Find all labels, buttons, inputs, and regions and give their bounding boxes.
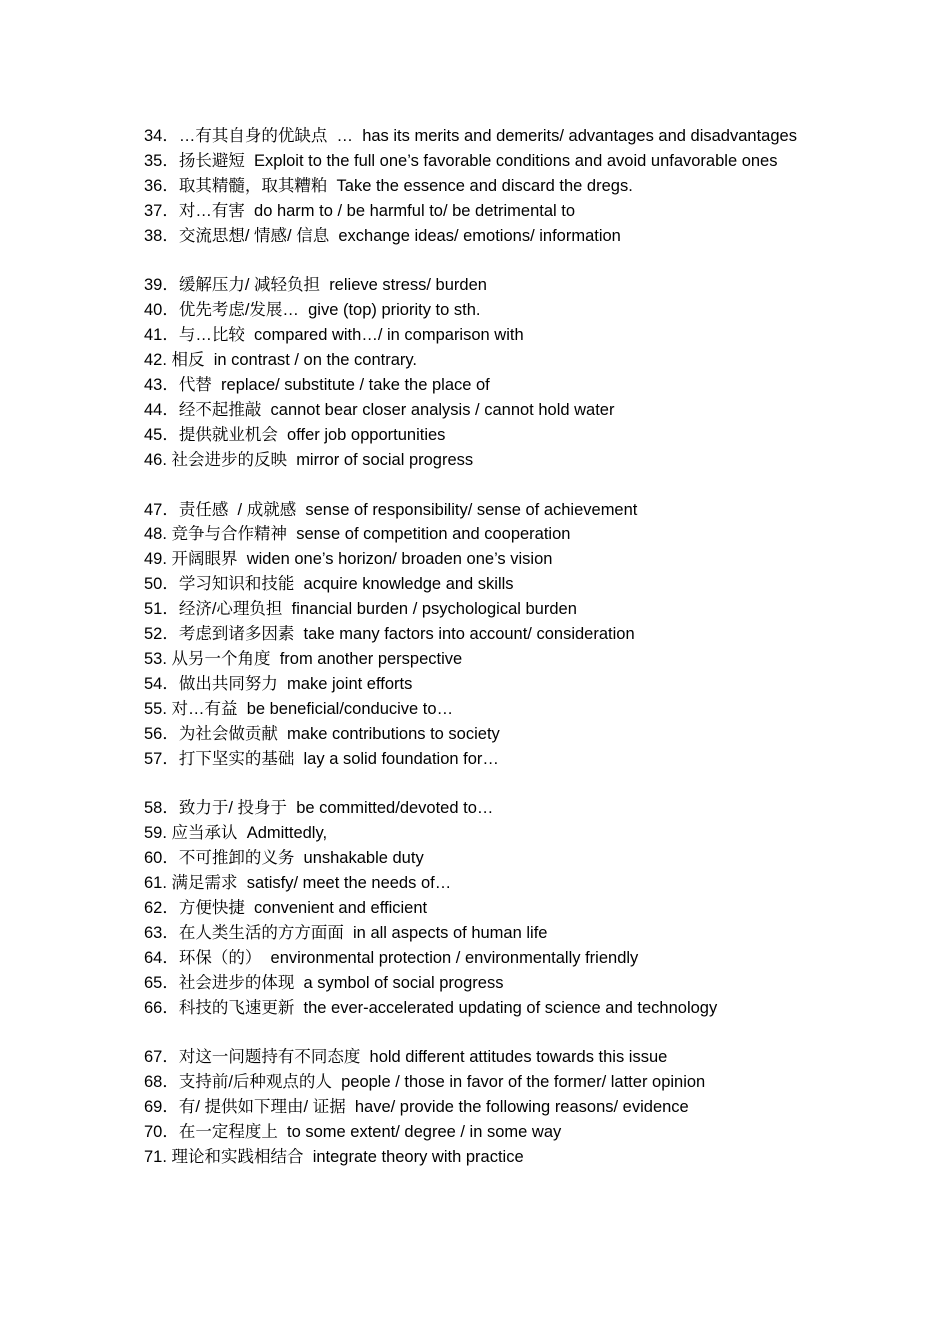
- phrase-line: 34．…有其自身的优缺点 … has its merits and demerits/ advantages and disadvantages: [144, 127, 797, 145]
- phrase-group: [144, 796, 804, 1020]
- phrase-line: 70．在一定程度上 to some extent/ degree / in some way: [144, 1123, 562, 1142]
- phrase-line: 57．打下坚实的基础 lay a solid foundation for…: [144, 749, 499, 768]
- phrase-group: [144, 124, 804, 249]
- phrase-line: 43．代替 replace/ substitute / take the place of: [144, 376, 490, 395]
- phrase-line: 52．考虑到诸多因素 take many factors into account/ consideration: [144, 625, 635, 644]
- phrase-line: 69．有/ 提供如下理由/ 证据 have/ provide the following reasons/ evidence: [144, 1098, 689, 1117]
- phrase-group: [144, 1045, 804, 1170]
- phrase-group: [144, 273, 804, 472]
- phrase-line: 59. 应当承认 Admittedly,: [144, 824, 328, 843]
- phrase-line: 60．不可推卸的义务 unshakable duty: [144, 849, 424, 868]
- phrase-line: 45．提供就业机会 offer job opportunities: [144, 425, 446, 444]
- phrase-line: 61. 满足需求 satisfy/ meet the needs of…: [144, 874, 452, 893]
- blank-line: [144, 249, 804, 274]
- blank-line: [144, 772, 804, 797]
- phrase-line: 48. 竞争与合作精神 sense of competition and cooperation: [144, 525, 571, 544]
- phrase-line: 66．科技的飞速更新 the ever-accelerated updating of science and technology: [144, 998, 718, 1017]
- phrase-group: [144, 498, 804, 772]
- phrase-line: 58．致力于/ 投身于 be committed/devoted to…: [144, 799, 494, 818]
- phrase-line: 37．对…有害 do harm to / be harmful to/ be detrimental to: [144, 201, 576, 220]
- phrase-line: 44．经不起推敲 cannot bear closer analysis / cannot hold water: [144, 400, 615, 419]
- phrase-line: 35．扬长避短 Exploit to the full one’s favorable conditions and avoid unfavorable ones: [144, 151, 778, 170]
- blank-line: [144, 473, 804, 498]
- phrase-line: 51．经济/心理负担 financial burden / psychological burden: [144, 600, 577, 619]
- phrase-line: 46. 社会进步的反映 mirror of social progress: [144, 450, 474, 469]
- phrase-line: 39．缓解压力/ 减轻负担 relieve stress/ burden: [144, 276, 487, 295]
- phrase-line: 56．为社会做贡献 make contributions to society: [144, 724, 500, 743]
- blank-line: [144, 1021, 804, 1046]
- phrase-line: 67．对这一问题持有不同态度 hold different attitudes towards this issue: [144, 1048, 668, 1067]
- phrase-line: 65．社会进步的体现 a symbol of social progress: [144, 973, 504, 992]
- phrase-line: 54．做出共同努力 make joint efforts: [144, 674, 413, 693]
- phrase-line: 36．取其精髓，取其糟粕 Take the essence and discard the dregs.: [144, 176, 633, 195]
- phrase-list: [144, 124, 804, 1170]
- phrase-line: 71. 理论和实践相结合 integrate theory with practice: [144, 1148, 524, 1167]
- phrase-line: 63．在人类生活的方方面面 in all aspects of human life: [144, 923, 548, 942]
- phrase-line: 41．与…比较 compared with…/ in comparison with: [144, 326, 524, 345]
- phrase-line: 68．支持前/后种观点的人 people / those in favor of the former/ latter opinion: [144, 1073, 706, 1092]
- phrase-line: 38．交流思想/ 情感/ 信息 exchange ideas/ emotions/ information: [144, 226, 621, 245]
- phrase-line: 42. 相反 in contrast / on the contrary.: [144, 351, 417, 370]
- phrase-line: 62．方便快捷 convenient and efficient: [144, 899, 428, 918]
- phrase-line: 47．责任感 / 成就感 sense of responsibility/ sense of achievement: [144, 500, 638, 519]
- phrase-line: 55. 对…有益 be beneficial/conducive to…: [144, 699, 454, 718]
- phrase-line: 49. 开阔眼界 widen one’s horizon/ broaden one’s vision: [144, 550, 553, 569]
- phrase-line: 53. 从另一个角度 from another perspective: [144, 650, 463, 668]
- phrase-line: 50．学习知识和技能 acquire knowledge and skills: [144, 575, 514, 594]
- phrase-line: 64．环保（的） environmental protection / environmentally friendly: [144, 948, 639, 967]
- phrase-line: 40．优先考虑/发展… give (top) priority to sth.: [144, 301, 481, 320]
